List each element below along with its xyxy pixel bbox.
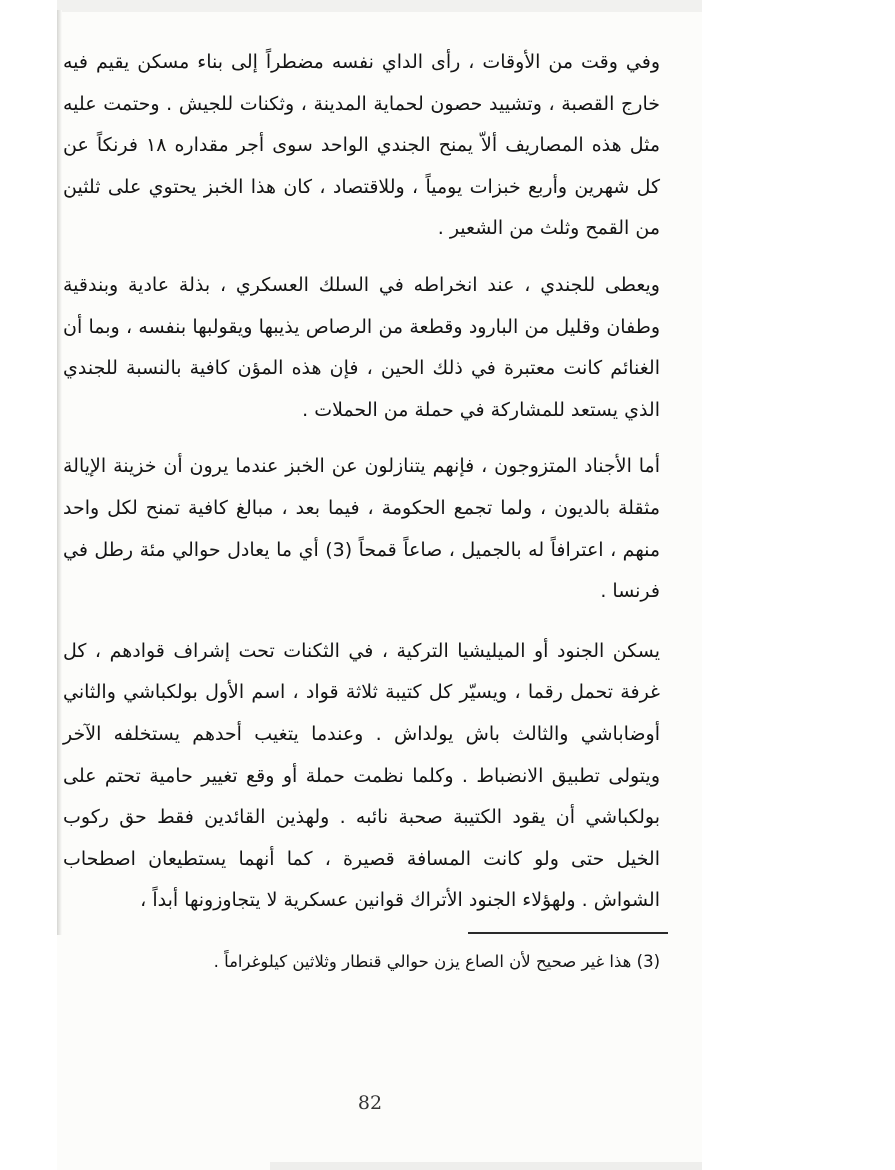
footnote-3: (3) هذا غير صحيح لأن الصاع يزن حوالي قنطار وثلاثين كيلوغراماً . (213, 952, 660, 971)
page-number: 82 (357, 1092, 383, 1114)
scan-left-edge-shadow (57, 10, 62, 935)
paragraph-4: يسكن الجنود أو الميليشيا التركية ، في الثكنات تحت إشراف قوادهم ، كل غرفة تحمل رقما ، ويسيّر كل كتيبة ثلاثة قواد ، اسم الأول بولكباشي والثاني أوضاباشي والثالث باش يولداش . وعندما يتغيب أحدهم يستخلفه الآخر ويتولى تطبيق الانضباط . وكلما نظمت حملة أو وقع تغيير حامية تحتم على بولكباشي أن يقود الكتيبة صحبة نائبه . ولهذين القائدين فقط حق ركوب الخيل حتى ولو كانت المسافة قصيرة ، كما أنهما يستطيعان اصطحاب الشواش . ولهؤلاء الجنود الأتراك قوانين عسكرية لا يتجاوزونها أبداً ، (63, 639, 660, 912)
paragraph-3: أما الأجناد المتزوجون ، فإنهم يتنازلون عن الخبز عندما يرون أن خزينة الإيالة مثقلة بالديون ، ولما تجمع الحكومة ، فيما بعد ، مبالغ كافية تمنح لكل واحد منهم ، اعترافاً له بالجميل ، صاعاً قمحاً (3) أي ما يعادل حوالي مئة رطل في فرنسا . (63, 455, 660, 603)
paragraph-1: وفي وقت من الأوقات ، رأى الداي نفسه مضطراً إلى بناء مسكن يقيم فيه خارج القصبة ، وتشييد حصون لحماية المدينة ، وثكنات للجيش . وحتمت عليه مثل هذه المصاريف ألاّ يمنح الجندي الواحد سوى أجر مقداره ١٨ فرنكاً عن كل شهرين وأربع خبزات يومياً ، وللاقتصاد ، كان هذا الخبز يحتوي على ثلثين من القمح وثلث من الشعير . (63, 51, 660, 240)
body-text (63, 42, 660, 922)
paragraph-2: ويعطى للجندي ، عند انخراطه في السلك العسكري ، بذلة عادية وبندقية وطفان وقليل من البارود وقطعة من الرصاص يذيبها ويقولبها بنفسه ، وبما أن الغنائم كانت معتبرة في ذلك الحين ، فإن هذه المؤن كافية بالنسبة للجندي الذي يستعد للمشاركة في حملة من الحملات . (63, 273, 660, 421)
scan-top-edge (57, 0, 702, 12)
scan-bottom-edge (270, 1162, 702, 1170)
footnote-divider (468, 932, 668, 934)
